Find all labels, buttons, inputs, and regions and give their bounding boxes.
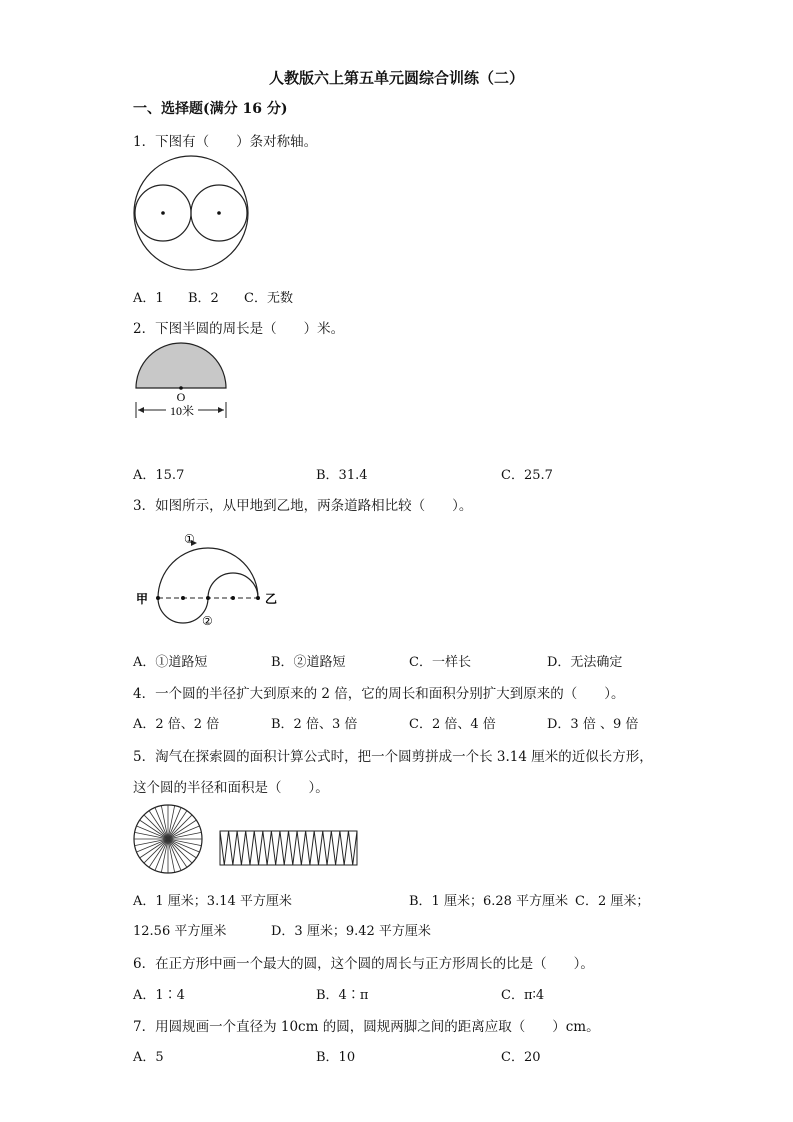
q3-option-b[interactable]: B．②道路短 [271, 655, 346, 670]
question-5-stem-line2: 这个圆的半径和面积是（ ）。 [133, 780, 329, 796]
figure-symmetry-circles [130, 155, 254, 275]
start-label: 甲 [136, 592, 149, 606]
q7-option-c[interactable]: C．20 [501, 1050, 541, 1065]
q3-option-a[interactable]: A．①道路短 [133, 655, 208, 670]
figure-two-routes [134, 528, 284, 632]
width-label: 10米 [169, 404, 195, 418]
q7-option-b[interactable]: B．10 [316, 1050, 356, 1065]
question-7-stem: 7．用圆规画一个直径为 10cm 的圆，圆规两脚之间的距离应取（ ）cm。 [133, 1019, 600, 1035]
q4-option-d[interactable]: D．3 倍 、9 倍 [547, 717, 639, 732]
end-label: 乙 [265, 592, 278, 606]
q1-option-b[interactable]: B．2 [188, 291, 219, 306]
question-2-stem: 2．下图半圆的周长是（ ）米。 [133, 321, 345, 337]
question-3-stem: 3．如图所示，从甲地到乙地，两条道路相比较（ ）。 [133, 498, 473, 514]
q2-option-b[interactable]: B．31.4 [316, 468, 368, 483]
q5-option-a[interactable]: A．1 厘米；3.14 平方厘米 [133, 894, 292, 909]
q4-option-a[interactable]: A．2 倍、2 倍 [133, 717, 220, 732]
figure-semicircle [130, 340, 234, 422]
q1-option-c[interactable]: C．无数 [244, 291, 293, 306]
q5-option-c[interactable]: C．2 厘米； [575, 894, 650, 909]
question-6-stem: 6．在正方形中画一个最大的圆，这个圆的周长与正方形周长的比是（ ）。 [133, 956, 594, 972]
q5-option-b[interactable]: B．1 厘米；6.28 平方厘米 [409, 894, 569, 909]
q4-option-c[interactable]: C．2 倍、4 倍 [409, 717, 496, 732]
q7-option-a[interactable]: A．5 [133, 1050, 164, 1065]
q3-option-c[interactable]: C．一样长 [409, 655, 471, 670]
q6-option-b[interactable]: B．4∶π [316, 988, 369, 1003]
center-label: O [176, 390, 186, 404]
q5-option-c-continued: 12.56 平方厘米 [133, 924, 227, 939]
question-4-stem: 4．一个圆的半径扩大到原来的 2 倍，它的周长和面积分别扩大到原来的（ ）。 [133, 686, 625, 702]
q2-option-a[interactable]: A．15.7 [133, 468, 185, 483]
q4-option-b[interactable]: B．2 倍、3 倍 [271, 717, 358, 732]
question-5-stem-line1: 5．淘气在探索圆的面积计算公式时，把一个圆剪拼成一个长 3.14 厘米的近似长方形， [133, 749, 653, 765]
q2-option-c[interactable]: C．25.7 [501, 468, 553, 483]
route-1-label: ① [184, 532, 195, 546]
q3-option-d[interactable]: D．无法确定 [547, 655, 623, 670]
q1-option-a[interactable]: A．1 [133, 291, 164, 306]
q6-option-a[interactable]: A．1∶4 [133, 988, 185, 1003]
q5-option-d[interactable]: D．3 厘米；9.42 平方厘米 [271, 924, 431, 939]
section-heading: 一、选择题(满分 16 分) [133, 101, 288, 117]
figure-circle-to-rectangle [132, 803, 362, 877]
route-2-label: ② [202, 614, 213, 628]
question-1-stem: 1．下图有（ ）条对称轴。 [133, 134, 318, 150]
q6-option-c[interactable]: C．π∶4 [501, 988, 545, 1003]
page-title: 人教版六上第五单元圆综合训练（二） [268, 69, 524, 87]
